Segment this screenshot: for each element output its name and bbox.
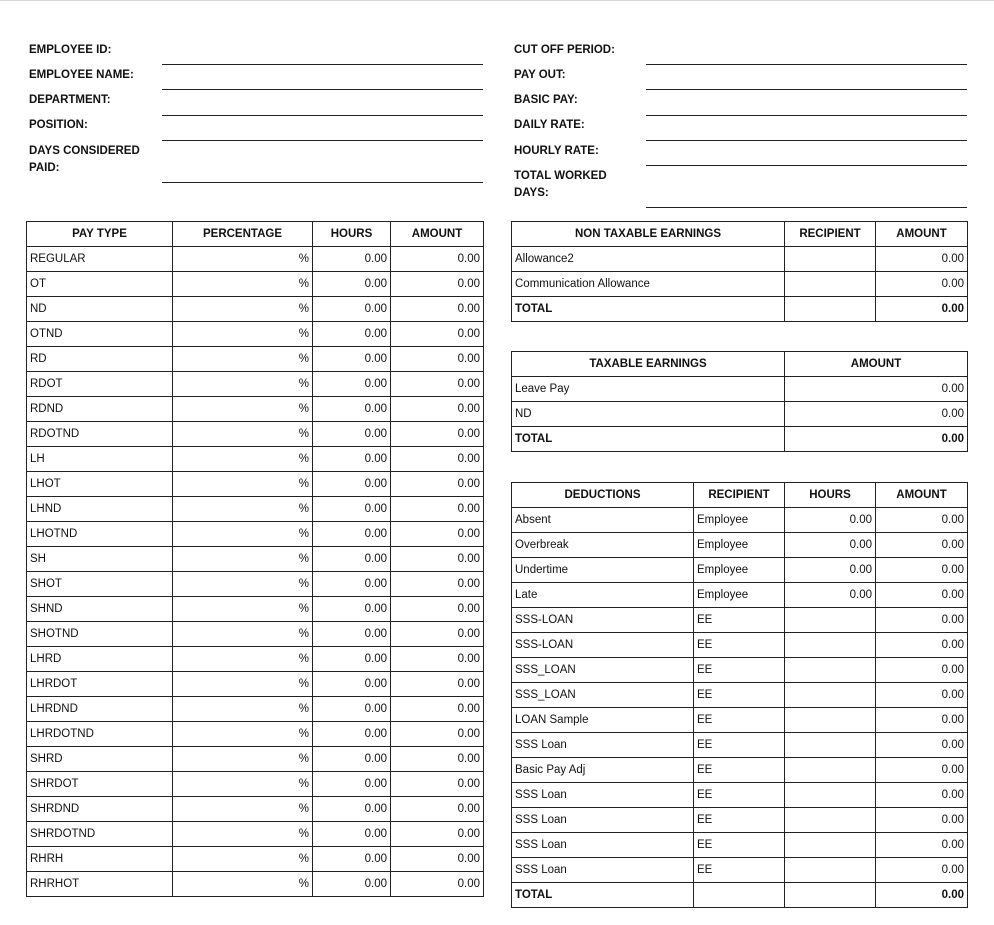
table-row: [512, 708, 968, 733]
table-row: [27, 847, 484, 872]
amount-cell: 0.00: [876, 833, 968, 858]
hours-cell: 0.00: [313, 847, 391, 872]
recipient-cell: EE: [694, 783, 785, 808]
recipient-cell: EE: [694, 633, 785, 658]
pay-type-cell: LHND: [27, 497, 173, 522]
table-row: [512, 247, 968, 272]
amount-cell: 0.00: [876, 247, 968, 272]
deductions-table: [511, 482, 968, 908]
recipient-cell: EE: [694, 808, 785, 833]
hours-cell: 0.00: [313, 697, 391, 722]
pay-type-cell: SHRD: [27, 747, 173, 772]
table-row: [512, 633, 968, 658]
percentage-cell: %: [173, 572, 313, 597]
hours-cell: 0.00: [313, 597, 391, 622]
percentage-cell: %: [173, 722, 313, 747]
table-row: [27, 722, 484, 747]
hours-cell: 0.00: [785, 558, 876, 583]
amount-cell: 0.00: [876, 708, 968, 733]
deductions-header: DEDUCTIONS: [512, 483, 694, 508]
amount-cell: 0.00: [391, 647, 484, 672]
amount-cell: 0.00: [391, 572, 484, 597]
recipient-cell: EE: [694, 658, 785, 683]
hours-header: HOURS: [313, 222, 391, 247]
amount-cell: 0.00: [391, 372, 484, 397]
pay-type-cell: LHRD: [27, 647, 173, 672]
amount-cell: 0.00: [876, 633, 968, 658]
deduction-name-cell: Absent: [512, 508, 694, 533]
basic-pay-label: BASIC PAY:: [514, 94, 578, 106]
hours-cell: 0.00: [313, 247, 391, 272]
table-row: [27, 822, 484, 847]
daily-rate-field[interactable]: [646, 140, 967, 141]
position-field[interactable]: [162, 140, 483, 141]
recipient-cell: EE: [694, 708, 785, 733]
recipient-header: RECIPIENT: [785, 222, 876, 247]
recipient-cell: EE: [694, 758, 785, 783]
pay-type-cell: OT: [27, 272, 173, 297]
pay-type-cell: RHRH: [27, 847, 173, 872]
table-row: [512, 808, 968, 833]
hours-cell: 0.00: [313, 797, 391, 822]
hours-cell: 0.00: [313, 872, 391, 897]
amount-cell: 0.00: [391, 772, 484, 797]
pay-type-header-row: [27, 222, 484, 247]
percentage-cell: %: [173, 697, 313, 722]
table-row: [27, 397, 484, 422]
hours-cell: 0.00: [785, 583, 876, 608]
deduction-name-cell: SSS Loan: [512, 858, 694, 883]
amount-cell: 0.00: [876, 608, 968, 633]
total-row: [512, 883, 968, 908]
recipient-cell: EE: [694, 858, 785, 883]
amount-cell: 0.00: [391, 722, 484, 747]
percentage-cell: %: [173, 772, 313, 797]
table-row: [512, 533, 968, 558]
amount-cell: 0.00: [391, 397, 484, 422]
percentage-cell: %: [173, 422, 313, 447]
table-row: [27, 247, 484, 272]
percentage-cell: %: [173, 522, 313, 547]
amount-cell: 0.00: [876, 858, 968, 883]
department-label: DEPARTMENT:: [29, 94, 111, 106]
hours-cell: [785, 608, 876, 633]
hours-cell: [785, 683, 876, 708]
table-row: [27, 697, 484, 722]
recipient-header: RECIPIENT: [694, 483, 785, 508]
total-recipient-cell: [694, 883, 785, 908]
cut-off-period-field[interactable]: [646, 64, 967, 65]
amount-cell: 0.00: [876, 583, 968, 608]
hours-cell: [785, 733, 876, 758]
non-taxable-header-row: [512, 222, 968, 247]
table-row: [27, 447, 484, 472]
pay-type-cell: LHRDND: [27, 697, 173, 722]
pay-type-cell: SHRDND: [27, 797, 173, 822]
amount-cell: 0.00: [391, 347, 484, 372]
hourly-rate-label: HOURLY RATE:: [514, 145, 599, 157]
daily-rate-label: DAILY RATE:: [514, 119, 585, 131]
amount-cell: 0.00: [391, 522, 484, 547]
table-row: [27, 647, 484, 672]
total-amount: 0.00: [876, 297, 968, 322]
table-row: [27, 347, 484, 372]
table-row: [512, 608, 968, 633]
pay-type-cell: SHND: [27, 597, 173, 622]
deduction-name-cell: Late: [512, 583, 694, 608]
pay-type-cell: RD: [27, 347, 173, 372]
table-row: [27, 747, 484, 772]
amount-cell: 0.00: [876, 558, 968, 583]
table-row: [27, 797, 484, 822]
hours-cell: 0.00: [785, 508, 876, 533]
deduction-name-cell: SSS_LOAN: [512, 658, 694, 683]
pay-type-cell: LHRDOTND: [27, 722, 173, 747]
amount-cell: 0.00: [785, 402, 968, 427]
amount-cell: 0.00: [876, 733, 968, 758]
pay-type-cell: SH: [27, 547, 173, 572]
percentage-cell: %: [173, 247, 313, 272]
percentage-cell: %: [173, 447, 313, 472]
deduction-name-cell: Basic Pay Adj: [512, 758, 694, 783]
days-considered-field[interactable]: [162, 182, 483, 183]
hours-cell: 0.00: [313, 472, 391, 497]
deduction-name-cell: LOAN Sample: [512, 708, 694, 733]
amount-cell: 0.00: [876, 508, 968, 533]
hours-cell: [785, 858, 876, 883]
hours-header: HOURS: [785, 483, 876, 508]
percentage-cell: %: [173, 322, 313, 347]
total-label: TOTAL: [512, 427, 785, 452]
table-row: [27, 472, 484, 497]
amount-cell: 0.00: [391, 547, 484, 572]
days-considered-label-line2: PAID:: [29, 162, 60, 174]
days-considered-label-line1: DAYS CONSIDERED: [29, 145, 140, 157]
percentage-cell: %: [173, 822, 313, 847]
table-row: [27, 522, 484, 547]
deduction-name-cell: Overbreak: [512, 533, 694, 558]
recipient-cell: Employee: [694, 558, 785, 583]
percentage-cell: %: [173, 397, 313, 422]
amount-cell: 0.00: [391, 697, 484, 722]
pay-type-cell: ND: [27, 297, 173, 322]
total-worked-days-field[interactable]: [646, 207, 967, 208]
pay-type-cell: LH: [27, 447, 173, 472]
deduction-name-cell: SSS Loan: [512, 833, 694, 858]
amount-cell: 0.00: [391, 447, 484, 472]
hours-cell: 0.00: [785, 533, 876, 558]
amount-cell: 0.00: [391, 622, 484, 647]
percentage-cell: %: [173, 647, 313, 672]
basic-pay-field[interactable]: [646, 115, 967, 116]
percentage-cell: %: [173, 747, 313, 772]
table-row: [27, 672, 484, 697]
employee-name-label: EMPLOYEE NAME:: [29, 69, 134, 81]
hours-cell: 0.00: [313, 722, 391, 747]
percentage-cell: %: [173, 597, 313, 622]
amount-cell: 0.00: [876, 758, 968, 783]
deduction-name-cell: SSS Loan: [512, 783, 694, 808]
hours-cell: [785, 758, 876, 783]
taxable-header-row: [512, 352, 968, 377]
pay-type-cell: SHRDOT: [27, 772, 173, 797]
table-row: [27, 547, 484, 572]
amount-cell: 0.00: [391, 822, 484, 847]
hours-cell: 0.00: [313, 547, 391, 572]
hours-cell: [785, 633, 876, 658]
amount-cell: 0.00: [391, 422, 484, 447]
percentage-cell: %: [173, 872, 313, 897]
recipient-cell: [785, 247, 876, 272]
pay-type-cell: RDOT: [27, 372, 173, 397]
earning-name-cell: ND: [512, 402, 785, 427]
deduction-name-cell: Undertime: [512, 558, 694, 583]
amount-cell: 0.00: [391, 272, 484, 297]
amount-cell: 0.00: [391, 247, 484, 272]
deduction-name-cell: SSS Loan: [512, 808, 694, 833]
amount-cell: 0.00: [876, 683, 968, 708]
amount-cell: 0.00: [391, 597, 484, 622]
hours-cell: 0.00: [313, 272, 391, 297]
pay-type-cell: RHRHOT: [27, 872, 173, 897]
table-row: [27, 272, 484, 297]
amount-cell: 0.00: [391, 672, 484, 697]
hours-cell: 0.00: [313, 747, 391, 772]
amount-header: AMOUNT: [391, 222, 484, 247]
table-row: [27, 322, 484, 347]
total-recipient-cell: [785, 297, 876, 322]
hours-cell: 0.00: [313, 622, 391, 647]
amount-cell: 0.00: [876, 808, 968, 833]
recipient-cell: EE: [694, 608, 785, 633]
hours-cell: 0.00: [313, 522, 391, 547]
amount-cell: 0.00: [391, 322, 484, 347]
hours-cell: 0.00: [313, 397, 391, 422]
table-row: [27, 572, 484, 597]
pay-type-cell: OTND: [27, 322, 173, 347]
pay-type-cell: SHOTND: [27, 622, 173, 647]
table-row: [512, 833, 968, 858]
amount-cell: 0.00: [876, 272, 968, 297]
pay-type-cell: SHRDOTND: [27, 822, 173, 847]
total-row: [512, 427, 968, 452]
deduction-name-cell: SSS-LOAN: [512, 608, 694, 633]
taxable-earnings-header: TAXABLE EARNINGS: [512, 352, 785, 377]
percentage-cell: %: [173, 372, 313, 397]
percentage-cell: %: [173, 497, 313, 522]
hours-cell: 0.00: [313, 672, 391, 697]
amount-cell: 0.00: [876, 783, 968, 808]
amount-cell: 0.00: [391, 297, 484, 322]
pay-type-table: [26, 221, 484, 897]
recipient-cell: EE: [694, 833, 785, 858]
table-row: [27, 872, 484, 897]
table-row: [27, 497, 484, 522]
earning-name-cell: Leave Pay: [512, 377, 785, 402]
table-row: [512, 783, 968, 808]
amount-cell: 0.00: [785, 377, 968, 402]
amount-header: AMOUNT: [785, 352, 968, 377]
employee-name-field[interactable]: [162, 89, 483, 90]
amount-cell: 0.00: [391, 747, 484, 772]
pay-type-cell: RDOTND: [27, 422, 173, 447]
percentage-cell: %: [173, 297, 313, 322]
amount-cell: 0.00: [391, 472, 484, 497]
hours-cell: 0.00: [313, 572, 391, 597]
hours-cell: [785, 833, 876, 858]
cut-off-period-label: CUT OFF PERIOD:: [514, 44, 615, 56]
table-row: [512, 758, 968, 783]
recipient-cell: EE: [694, 683, 785, 708]
position-label: POSITION:: [29, 119, 88, 131]
table-row: [512, 858, 968, 883]
table-row: [512, 402, 968, 427]
percentage-cell: %: [173, 472, 313, 497]
total-worked-days-label-line2: DAYS:: [514, 187, 549, 199]
percentage-cell: %: [173, 547, 313, 572]
total-worked-days-label-line1: TOTAL WORKED: [514, 170, 607, 182]
pay-type-cell: REGULAR: [27, 247, 173, 272]
table-row: [512, 658, 968, 683]
percentage-cell: %: [173, 847, 313, 872]
recipient-cell: EE: [694, 733, 785, 758]
percentage-cell: %: [173, 622, 313, 647]
hours-cell: 0.00: [313, 372, 391, 397]
hours-cell: 0.00: [313, 497, 391, 522]
hours-cell: [785, 783, 876, 808]
percentage-cell: %: [173, 672, 313, 697]
table-row: [512, 583, 968, 608]
percentage-cell: %: [173, 797, 313, 822]
pay-type-cell: LHOT: [27, 472, 173, 497]
recipient-cell: Employee: [694, 508, 785, 533]
deductions-header-row: [512, 483, 968, 508]
total-label: TOTAL: [512, 883, 694, 908]
hours-cell: 0.00: [313, 347, 391, 372]
table-row: [27, 622, 484, 647]
hours-cell: [785, 808, 876, 833]
total-amount: 0.00: [785, 427, 968, 452]
amount-cell: 0.00: [391, 872, 484, 897]
non-taxable-earnings-header: NON TAXABLE EARNINGS: [512, 222, 785, 247]
table-row: [512, 377, 968, 402]
deduction-name-cell: SSS Loan: [512, 733, 694, 758]
pay-out-label: PAY OUT:: [514, 69, 566, 81]
hours-cell: 0.00: [313, 297, 391, 322]
deduction-name-cell: SSS-LOAN: [512, 633, 694, 658]
table-row: [512, 272, 968, 297]
earning-name-cell: Communication Allowance: [512, 272, 785, 297]
recipient-cell: Employee: [694, 533, 785, 558]
amount-header: AMOUNT: [876, 222, 968, 247]
hours-cell: 0.00: [313, 647, 391, 672]
amount-cell: 0.00: [391, 497, 484, 522]
pay-type-cell: SHOT: [27, 572, 173, 597]
table-row: [512, 683, 968, 708]
taxable-earnings-table: [511, 351, 968, 452]
total-amount: 0.00: [876, 883, 968, 908]
table-row: [27, 297, 484, 322]
percentage-header: PERCENTAGE: [173, 222, 313, 247]
hours-cell: [785, 658, 876, 683]
department-field[interactable]: [162, 115, 483, 116]
table-row: [512, 733, 968, 758]
earning-name-cell: Allowance2: [512, 247, 785, 272]
table-row: [512, 508, 968, 533]
hours-cell: 0.00: [313, 772, 391, 797]
table-row: [27, 597, 484, 622]
total-hours-cell: [785, 883, 876, 908]
pay-type-header: PAY TYPE: [27, 222, 173, 247]
total-label: TOTAL: [512, 297, 785, 322]
deduction-name-cell: SSS_LOAN: [512, 683, 694, 708]
non-taxable-earnings-table: [511, 221, 968, 322]
hours-cell: 0.00: [313, 422, 391, 447]
recipient-cell: Employee: [694, 583, 785, 608]
table-row: [27, 772, 484, 797]
total-row: [512, 297, 968, 322]
pay-type-cell: RDND: [27, 397, 173, 422]
top-divider: [0, 0, 994, 1]
amount-header: AMOUNT: [876, 483, 968, 508]
pay-out-field[interactable]: [646, 89, 967, 90]
amount-cell: 0.00: [876, 533, 968, 558]
table-row: [27, 372, 484, 397]
hours-cell: 0.00: [313, 322, 391, 347]
hours-cell: 0.00: [313, 447, 391, 472]
hourly-rate-field[interactable]: [646, 165, 967, 166]
amount-cell: 0.00: [876, 658, 968, 683]
hours-cell: [785, 708, 876, 733]
pay-type-cell: LHRDOT: [27, 672, 173, 697]
percentage-cell: %: [173, 272, 313, 297]
hours-cell: 0.00: [313, 822, 391, 847]
employee-id-field[interactable]: [162, 64, 483, 65]
amount-cell: 0.00: [391, 797, 484, 822]
pay-type-cell: LHOTND: [27, 522, 173, 547]
table-row: [512, 558, 968, 583]
percentage-cell: %: [173, 347, 313, 372]
table-row: [27, 422, 484, 447]
recipient-cell: [785, 272, 876, 297]
employee-id-label: EMPLOYEE ID:: [29, 44, 112, 56]
amount-cell: 0.00: [391, 847, 484, 872]
